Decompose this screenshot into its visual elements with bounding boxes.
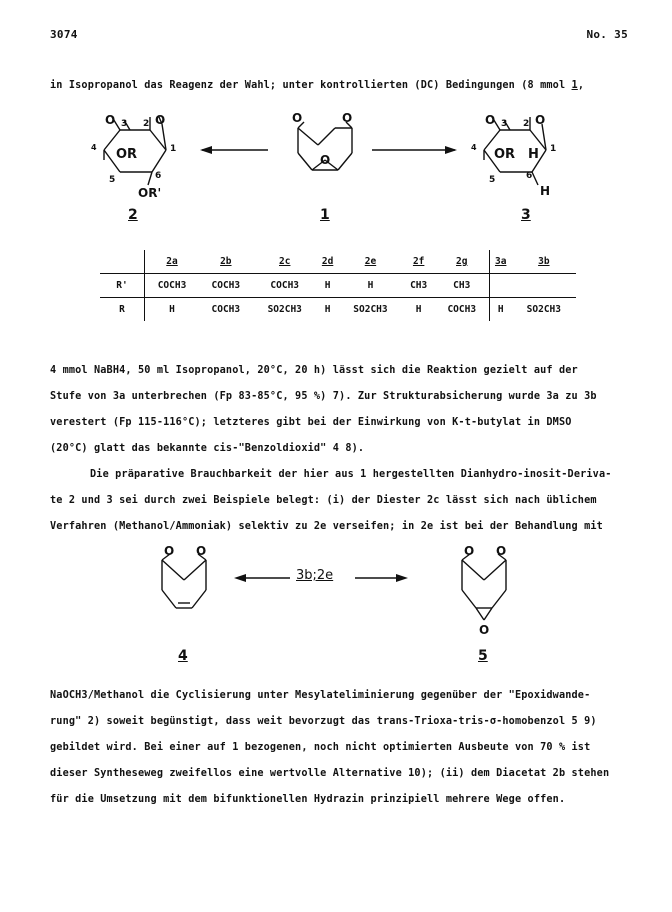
table-header: 2b [199,250,253,274]
atom-label: OR [494,147,516,162]
page-number: 3074 [50,28,78,41]
paragraph-3-line: dieser Syntheseweg zweifellos eine wertvolle Alternative 10); (ii) dem Diacetat 2b stehen [50,768,610,779]
table-cell: SO2CH3 [526,304,561,315]
table-cell: COCH3 [435,298,490,322]
paragraph-3-line: NaOCH3/Methanol die Cyclisierung unter Mesylateliminierung gegenüber der "Epoxidwande- [50,690,591,701]
table-header: 3a [489,250,511,274]
paragraph-3-line: für die Umsetzung mit dem bifunktionellen Hydrazin prinzipiell mehrere Wege offen. [50,794,566,805]
journal-issue: No. 35 [586,28,628,41]
atom-label: 2 [523,119,530,129]
atom-label: O [155,113,166,127]
atom-label: H [540,184,551,198]
intro-compound-ref: 1 [571,80,578,91]
atom-label: 5 [489,175,496,185]
atom-label: O [535,113,546,127]
compound-number-1: 1 [320,207,330,223]
atom-label: O [105,113,116,127]
table-cell: H [317,274,338,298]
paragraph-3-line: rung" 2) soweit begünstigt, dass weit bevorzugt das trans-Trioxa-tris-σ-homobenzol 5 9) [50,716,597,727]
table-header: 2f [403,250,435,274]
paragraph-2-line: Verfahren (Methanol/Ammoniak) selektiv zu 2e verseifen; in 2e ist bei der Behandlung mit [50,521,603,532]
atom-label: H [528,147,539,162]
atom-label: O [196,544,207,558]
atom-label: O [485,113,496,127]
intro-text: in Isopropanol das Reagenz der Wahl; unter kontrollierten (DC) Bedingungen (8 mmol [50,80,572,91]
table-cell: H [497,304,504,315]
atom-label: O [342,111,353,125]
table-cell: H [338,274,402,298]
table-cell: H [324,304,331,315]
table-cell: CH3 [403,274,435,298]
table-cell: COCH3 [145,274,200,298]
arrowhead-right [396,574,408,582]
table-cell: H [415,304,422,315]
table-cell: H [169,304,175,315]
structure-5 [462,554,506,620]
structure-4 [162,554,206,608]
compound-number-2: 2 [128,207,138,223]
atom-label: OR [116,147,138,162]
atom-label: O [496,544,507,558]
atom-label: 4 [91,143,97,152]
table-cell: COCH3 [199,274,253,298]
table-header: 2c [253,250,317,274]
atom-label: O [164,544,175,558]
atom-label: 5 [109,175,116,185]
table-header: 2a [145,250,200,274]
paragraph-2-line: Die präparative Brauchbarkeit der hier aus 1 hergestellten Dianhydro-inosit-Deriva- [90,469,612,480]
atom-label: 1 [170,144,177,154]
arrowhead-left [234,574,246,582]
atom-label: O [464,544,475,558]
paragraph-1-line: Stufe von 3a unterbrechen (Fp 83-85°C, 95 %) 7). Zur Strukturabsicherung wurde 3a zu 3b [50,391,597,402]
atom-label: 2 [143,119,150,129]
table-header: 2g [435,250,490,274]
table-cell: CH3 [435,274,490,298]
atom-label: OR' [138,186,162,200]
compound-number-3: 3 [521,207,531,223]
atom-label: 4 [471,143,477,152]
atom-label: 3 [501,119,508,129]
atom-label: 6 [526,171,533,181]
atom-label: O [320,153,331,167]
atom-label: 6 [155,171,162,181]
table-cell: COCH3 [211,304,241,315]
intro-end: , [577,80,585,91]
table-cell: SO2CH3 [353,304,388,315]
compound-number-5: 5 [478,648,488,664]
table-header: 2d [317,250,338,274]
paragraph-1-line: 4 mmol NaBH4, 50 ml Isopropanol, 20°C, 20 h) lässt sich die Reaktion gezielt auf der [50,365,578,376]
row-label: R [100,298,145,322]
atom-label: O [292,111,303,125]
atom-label: 3 [121,119,128,129]
paragraph-3-line: gebildet wird. Bei einer auf 1 bezogenen, noch nicht optimierten Ausbeute von 70 % ist [50,742,591,753]
row-label: R' [100,274,145,298]
paragraph-2-line: te 2 und 3 sei durch zwei Beispiele belegt: (i) der Diester 2c lässt sich nach üblichem [50,495,597,506]
paragraph-1-line: (20°C) glatt das bekannte cis-"Benzoldioxid" 4 8). [50,443,365,454]
paragraph-1-line: verestert (Fp 115-116°C); letzteres gibt bei der Einwirkung von K-t-butylat in DMSO [50,417,572,428]
atom-label: 1 [550,144,557,154]
reagent-label: 3b;2e [296,568,334,583]
compound-number-4: 4 [178,648,188,664]
table-header: 3b [512,250,576,274]
table-header: 2e [338,250,402,274]
atom-label: O [479,623,490,637]
table-cell: SO2CH3 [267,304,302,315]
table-cell: COCH3 [253,274,317,298]
